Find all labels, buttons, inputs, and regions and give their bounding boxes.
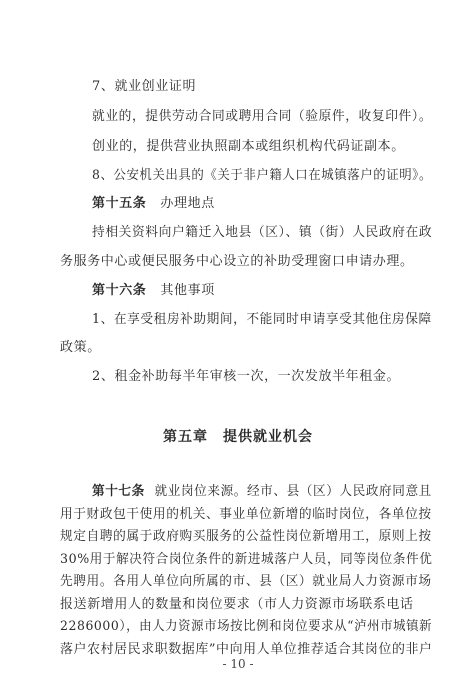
- doc-line: 持相关资料向户籍迁入地县（区）、镇（街）人民政府在政: [92, 225, 433, 240]
- doc-line: 报送新增用人的数量和岗位要求（市人力资源市场联系电话: [60, 596, 414, 612]
- doc-line: 创业的，提供营业执照副本或组织机构代码证副本。: [92, 139, 405, 154]
- doc-line: 就业的，提供劳动合同或聘用合同（验原件，收复印件）。: [92, 109, 433, 124]
- doc-line: 8、公安机关出具的《关于非户籍人口在城镇落户的证明》。: [92, 168, 432, 183]
- doc-line: 2286000），由人力资源市场按比例和岗位要求从“泸州市城镇新: [60, 619, 433, 634]
- doc-line: 30%用于解决符合岗位条件的新进城落户人员，同等岗位条件优: [60, 551, 433, 567]
- article-15-title: 办理地点: [160, 196, 215, 211]
- doc-line: 用于财政包干使用的机关、事业单位新增的临时岗位，各单位按: [60, 506, 432, 522]
- article-17-text: 就业岗位来源。经市、县（区）人民政府同意且: [154, 484, 432, 499]
- article-16-title: 其他事项: [160, 283, 215, 298]
- article-15-heading: [92, 196, 215, 212]
- page-number: - 10 -: [222, 657, 254, 671]
- chapter-heading: 第五章 提供就业机会: [163, 429, 313, 445]
- article-17-label: 第十七条: [92, 484, 145, 499]
- doc-line: 务服务中心或便民服务中心设立的补助受理窗口申请办理。: [60, 254, 414, 269]
- doc-line: 规定自聘的属于政府购买服务的公益性岗位新增用工，原则上按: [60, 529, 432, 544]
- article-16-label: 第十六条: [92, 283, 147, 298]
- article-15-label: 第十五条: [92, 196, 147, 211]
- doc-line: 先聘用。各用人单位向所属的市、县（区）就业局人力资源市场: [60, 574, 432, 589]
- doc-line: 落户农村居民求职数据库”中向用人单位推荐适合其岗位的非户: [60, 641, 433, 657]
- doc-line: 7、就业创业证明: [92, 79, 197, 94]
- doc-line: 1、在享受租房补助期间，不能同时申请享受其他住房保障: [92, 312, 432, 327]
- article-17-first-line: [92, 484, 432, 500]
- doc-line: 2、租金补助每半年审核一次，一次发放半年租金。: [92, 369, 401, 384]
- doc-line: 政策。: [60, 340, 101, 355]
- article-16-heading: [92, 283, 215, 299]
